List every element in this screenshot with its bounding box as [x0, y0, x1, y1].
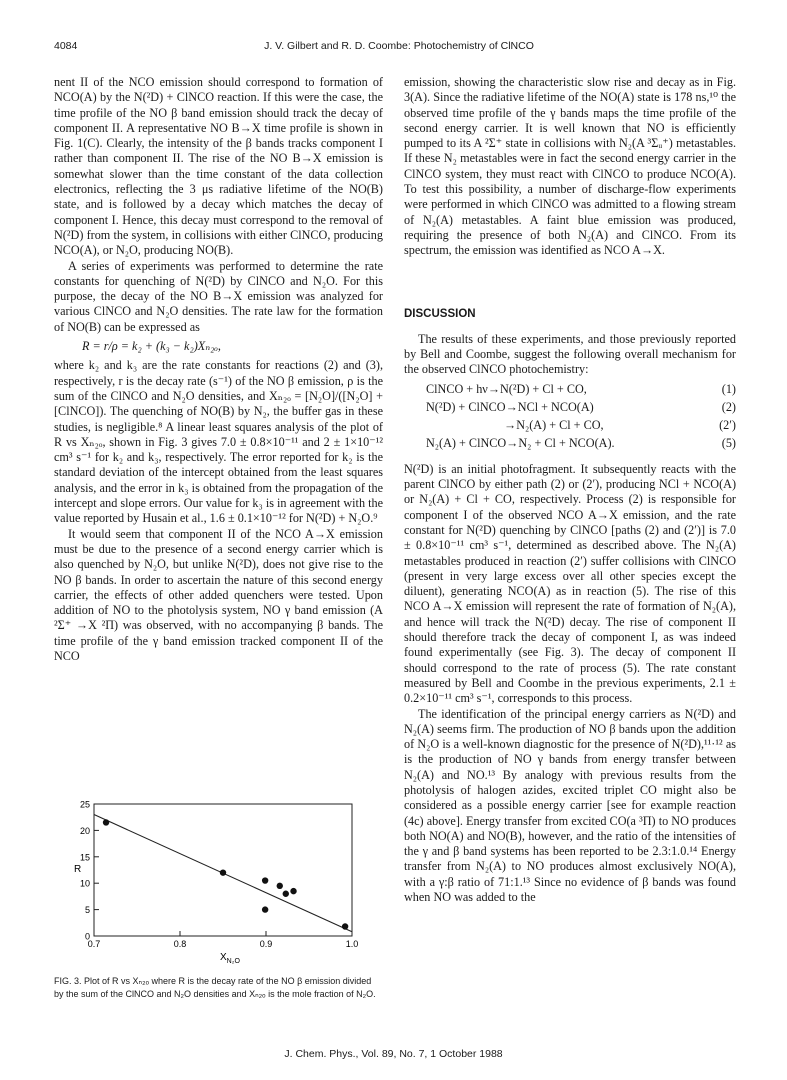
data-point — [342, 923, 348, 929]
data-point — [290, 888, 296, 894]
figure-caption: FIG. 3. Plot of R vs Xₙ₂ₒ where R is the decay rate of the NO β emission divided by the sum of the ClNCO and N₂O densities and Xₙ₂ₒ is the mole fraction of N₂O. — [54, 976, 376, 999]
left-paragraph-1: nent II of the NCO emission should correspond to formation of NCO(A) by the N(²D) + ClNCO reaction. If this were the case, the time profile of the NO β band emission should track the decay of component II. A representative NO B→X time profile is shown in Fig. 1(C). Clearly, the intensity of the β bands tracks component I rather than component II. The rise of the NO B→X emission is somewhat slower than the time constant of the data collection electronics, reflecting the 3 μs radiative lifetime of the NO(B) state, and is followed by a decay which matches the decay of component I. Hence, this decay must correspond to the removal of N(²D) from the system, in collisions with either ClNCO, producing NCO(A), or N₂O, producing NO(B). — [54, 75, 383, 258]
right-paragraph-2: The results of these experiments, and those previously reported by Bell and Coombe, suggest the following overall mechanism for the observed ClNCO photochemistry: — [404, 331, 736, 377]
x-tick-label: 1.0 — [345, 939, 359, 949]
reaction-number: (1) — [721, 381, 736, 396]
y-tick-label: 10 — [79, 878, 90, 889]
reaction-number: (2′) — [719, 417, 736, 432]
reaction-text: ClNCO + hν→N(²D) + Cl + CO, — [426, 381, 587, 396]
reaction-text: N(²D) + ClNCO→NCl + NCO(A) — [426, 399, 594, 414]
section-heading-discussion: DISCUSSION — [404, 307, 476, 320]
data-point — [262, 906, 268, 912]
reaction-text: →N₂(A) + Cl + CO, — [504, 417, 604, 432]
right-paragraph-1: emission, showing the characteristic slow rise and decay as in Fig. 3(A). Since the radiative lifetime of the NO(A) state is 178 ns,¹⁰ the observed time profile of the γ bands maps the time profile of the second energy carrier. It is well known that NO is efficiently pumped to its A ²Σ⁺ state in collisions with N₂(A ³Σᵤ⁺) metastables. If these N₂ metastables were in fact the second energy carrier in the ClNCO system, they must react with ClNCO to produce NCO(A). To test this possibility, a number of discharge-flow experiments were performed in which ClNCO was admitted to a flowing stream of N₂(A) metastables. A faint blue emission was produced, requiring the presence of both N₂(A) and ClNCO. From its spectrum, the emission was identified as NCO A→X. — [404, 75, 736, 258]
x-tick-label: 0.8 — [173, 939, 187, 949]
page-number: 4084 — [54, 40, 78, 52]
y-tick-label: 15 — [79, 852, 90, 863]
x-axis-label-main: X — [220, 952, 227, 963]
x-axis — [88, 931, 359, 949]
right-column — [404, 75, 736, 905]
y-tick-label: 0 — [84, 931, 90, 942]
y-tick-label: 20 — [79, 825, 90, 836]
right-paragraph-3: N(²D) is an initial photofragment. It subsequently reacts with the parent ClNCO by either path (2) or (2′), producing NCl + NCO(A) or N₂(A) + Cl + CO, respectively. Process (2) is responsible for component I of the observed NCO A→X emission, and the rate constant for N(²D) quenching by ClNCO [paths (2) and (2′)] is 7.0 ± 0.8×10⁻¹¹ cm³ s⁻¹, determined as described above. The N₂(A) metastables produced in reaction (2′) suffer collisions with ClNCO (present in very large excess over all other species except the diluent), generating NCO(A) as in reaction (5). The rise of this NCO A→X emission will represent the rate of formation of N₂(A), and hence will track the N(²D) decay. The rise of component II should therefore track the decay of component I, as was indeed found experimentally (see Fig. 3). The decay of component II should correspond to the rate of process (5). The rate constant measured by Bell and Coombe in the previous experiments, 2.1 ± 0.2×10⁻¹¹ cm³ s⁻¹, corresponds to this process. — [404, 461, 736, 706]
rate-law-equation: R = r/ρ = k₂ + (k₃ − k₂)Xₙ₂ₒ, — [82, 339, 221, 354]
reaction-2 — [404, 400, 736, 418]
data-point — [283, 891, 289, 897]
y-tick-label: 25 — [79, 800, 90, 810]
reaction-text: N₂(A) + ClNCO→N₂ + Cl + NCO(A). — [426, 435, 615, 450]
data-point — [262, 877, 268, 883]
x-axis-label — [220, 952, 240, 965]
left-paragraph-3: where k₂ and k₃ are the rate constants for reactions (2) and (3), respectively, r is the decay rate (s⁻¹) of the NO β emission, ρ is the sum of the ClNCO and N₂O densities, and Xₙ₂ₒ = [N₂O]/([N₂O] + [ClNCO]). The quenching of NO(B) by N₂, the buffer gas in these studies, is negligible.⁸ A linear least squares analysis of the plot of R vs Xₙ₂ₒ, shown in Fig. 3 gives 7.0 ± 0.8×10⁻¹¹ and 2 ± 1×10⁻¹² cm³ s⁻¹ for k₂ and k₃, respectively. The error reported for k₂ is the standard deviation of the intercept obtained from the least squares analysis, and the error in k₃ is obtained from the propagation of the intercept and slope errors. Our value for k₃ is in agreement with the value reported by Husain et al., 1.6 ± 0.1×10⁻¹² for N(²D) + N₂O.⁹ — [54, 358, 383, 526]
left-paragraph-4: It would seem that component II of the NCO A→X emission must be due to the presence of a second energy carrier which is also quenched by N₂O, but unlike N(²D), does not give rise to the NO β bands. In order to ascertain the nature of this second energy carrier, the effects of other added quenchers were tested. Upon addition of NO to the photolysis system, NO γ band emission (A ²Σ⁺ →X ²Π) was observed, with no accompanying β bands. The time profile of the γ band emission tracked component II of the NCO — [54, 526, 383, 663]
figure-3 — [54, 800, 383, 970]
x-axis-label-subscript: N₂O — [226, 958, 240, 965]
left-paragraph-2: A series of experiments was performed to determine the rate constants for quenching of N(²D) by ClNCO and N₂O. For this purpose, the decay of the NO B→X emission was analyzed for various ClNCO and N₂O densities. The rate law for the formation of NO(B) can be expressed as — [54, 258, 383, 334]
reaction-number: (5) — [721, 435, 736, 450]
data-point — [220, 869, 226, 875]
reaction-number: (2) — [721, 399, 736, 414]
y-axis-label: R — [74, 864, 82, 875]
running-title: J. V. Gilbert and R. D. Coombe: Photochemistry of ClNCO — [264, 40, 534, 52]
left-column — [54, 75, 383, 664]
y-axis — [80, 800, 99, 942]
scatter-plot — [54, 800, 383, 970]
reaction-list — [404, 382, 736, 454]
data-point — [277, 883, 283, 889]
reaction-5 — [404, 436, 736, 454]
page-footer: J. Chem. Phys., Vol. 89, No. 7, 1 October 1988 — [284, 1048, 503, 1060]
data-point — [103, 819, 109, 825]
x-tick-label: 0.9 — [259, 939, 273, 949]
reaction-1 — [404, 382, 736, 400]
reaction-2-prime — [404, 418, 736, 436]
x-tick-label: 0.7 — [87, 939, 101, 949]
right-paragraph-4: The identification of the principal energy carriers as N(²D) and N₂(A) seems firm. The production of NO β bands upon the addition of N₂O is a well-known diagnostic for the presence of N(²D),¹¹·¹² as is the production of NO γ bands from energy transfer between N₂(A) and NO.¹³ By analogy with previous results from the photolysis of halogen azides, excited triplet CO might also be considered as a possible energy carrier [see for example reaction (4c) above]. Energy transfer from excited CO(a ³Π) to NO produces both NO(A) and NO(B), however, and the ratio of the intensities of the γ and β band systems has been reported to be 2.3:1.0.¹⁴ Energy transfer from N₂(A) to NO produces almost exclusively NO(A), with a γ:β ratio of 71:1.¹³ Since no evidence of β bands was found when NO was added to the — [404, 706, 736, 905]
y-tick-label: 5 — [84, 905, 90, 916]
